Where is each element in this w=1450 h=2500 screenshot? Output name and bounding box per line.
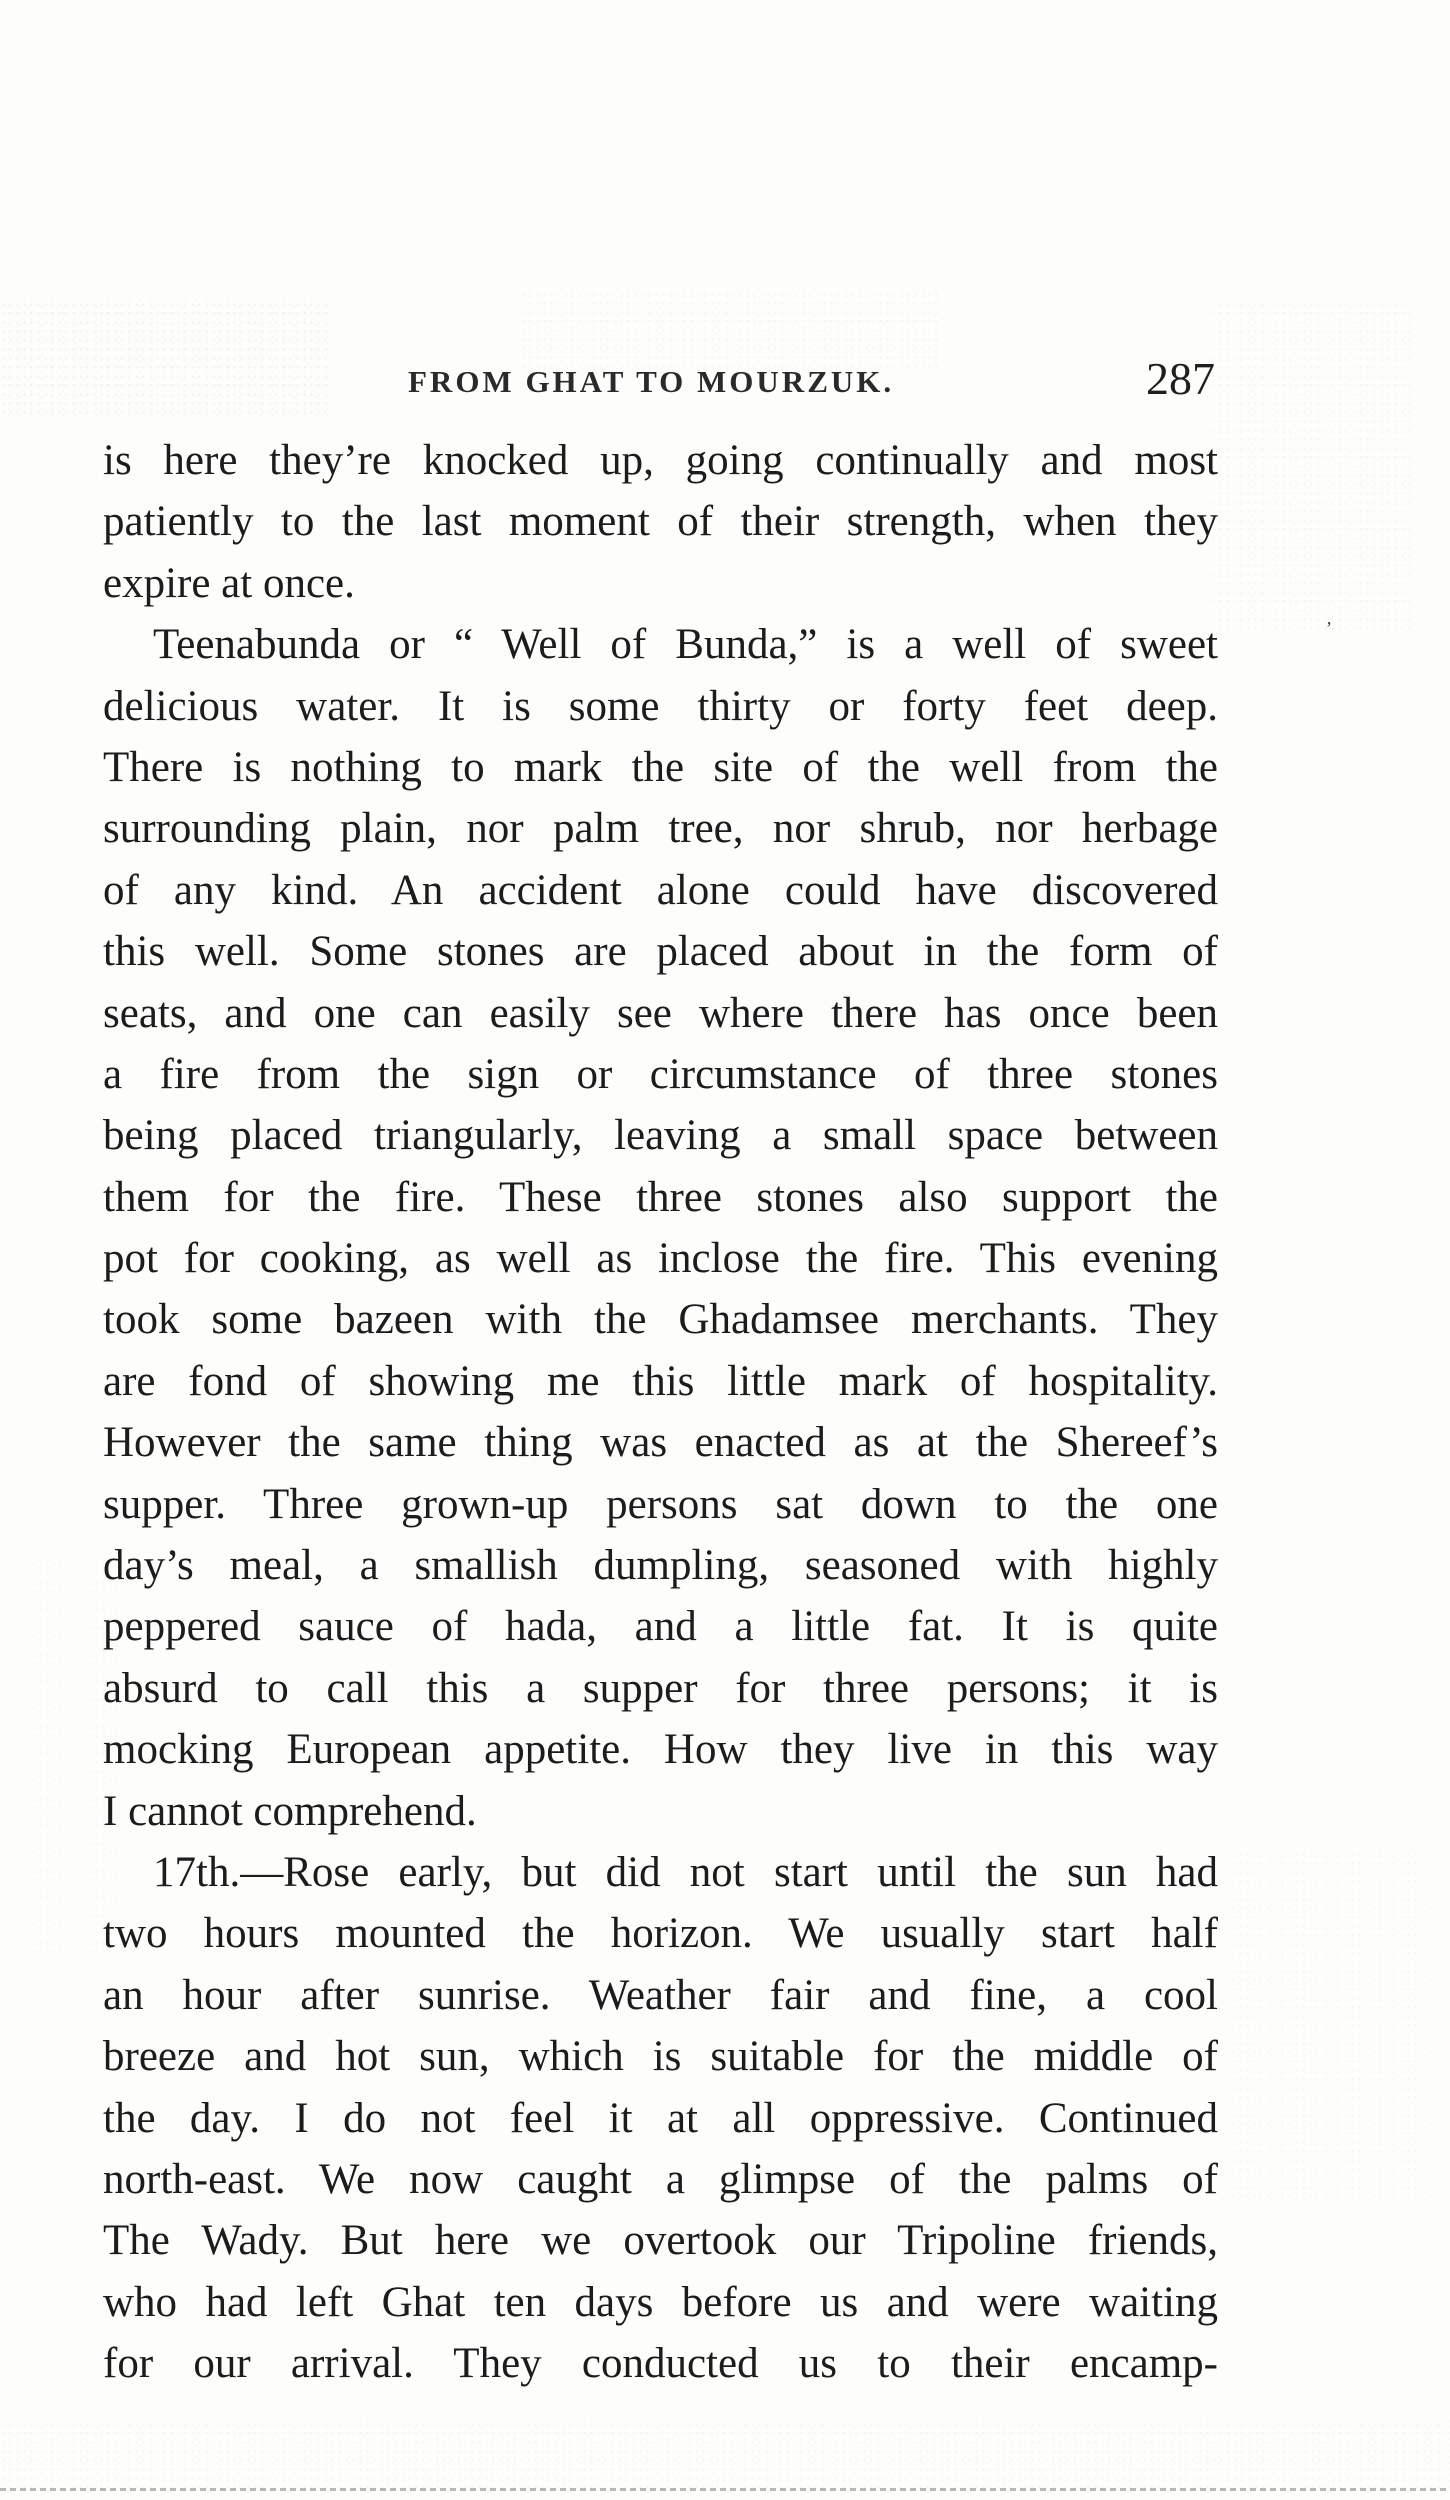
text-line: patiently to the last moment of their strength, when they	[103, 498, 1218, 546]
text-line: who had left Ghat ten days before us and were waiting	[103, 2278, 1218, 2326]
text-line: is here they’re knocked up, going continually and most	[103, 437, 1218, 484]
text-line: are fond of showing me this little mark of hospitality.	[103, 1357, 1218, 1405]
text-line: 17th.—Rose early, but did not start until the sun had	[153, 1848, 1218, 1896]
text-line: The Wady. But here we overtook our Tripoline friends,	[103, 2217, 1218, 2265]
text-line: of any kind. An accident alone could have discovered	[103, 866, 1218, 914]
text-line: pot for cooking, as well as inclose the fire. This evening	[103, 1235, 1218, 1283]
text-line: expire at once.	[103, 559, 355, 607]
text-line: surrounding plain, nor palm tree, nor shrub, nor herbage	[103, 805, 1218, 853]
text-line: delicious water. It is some thirty or forty feet deep.	[103, 682, 1218, 730]
scan-noise-right-margin	[1230, 1850, 1430, 2200]
text-line: a fire from the sign or circumstance of three stones	[103, 1050, 1218, 1098]
running-head	[105, 352, 1215, 412]
text-line: being placed triangularly, leaving a small space between	[103, 1112, 1218, 1160]
text-line: took some bazeen with the Ghadamsee merchants. They	[103, 1296, 1218, 1344]
stray-ink-mark: ‚	[1326, 608, 1332, 628]
scan-noise-bottom	[0, 2420, 1450, 2490]
text-line: two hours mounted the horizon. We usually start half	[103, 1910, 1218, 1958]
text-line: supper. Three grown-up persons sat down to the one	[103, 1480, 1218, 1528]
text-line: for our arrival. They conducted us to their encamp-	[103, 2340, 1218, 2388]
text-line: I cannot comprehend.	[103, 1787, 477, 1835]
text-line: the day. I do not feel it at all oppressive. Continued	[103, 2094, 1218, 2142]
body-text	[103, 430, 1218, 2395]
text-line: Teenabunda or “ Well of Bunda,” is a well of sweet	[153, 621, 1218, 669]
text-line: north-east. We now caught a glimpse of the palms of	[103, 2155, 1218, 2203]
text-line: this well. Some stones are placed about in the form of	[103, 928, 1218, 976]
scan-noise-top-right	[1210, 300, 1410, 630]
text-line: day’s meal, a smallish dumpling, seasoned with highly	[103, 1542, 1218, 1590]
text-line: an hour after sunrise. Weather fair and fine, a cool	[103, 1971, 1218, 2019]
text-line: mocking European appetite. How they live in this way	[103, 1726, 1218, 1774]
page-bottom-edge	[0, 2488, 1450, 2491]
text-line: absurd to call this a supper for three persons; it is	[103, 1664, 1218, 1712]
text-line: breeze and hot sun, which is suitable for the middle of	[103, 2033, 1218, 2081]
text-line: peppered sauce of hada, and a little fat. It is quite	[103, 1603, 1218, 1651]
running-head-title: FROM GHAT TO MOURZUK.	[408, 364, 895, 399]
text-line: seats, and one can easily see where there has once been	[103, 989, 1218, 1037]
text-line: them for the fire. These three stones also support the	[103, 1173, 1218, 1221]
text-line: There is nothing to mark the site of the well from the	[103, 743, 1218, 791]
page-number: 287	[1146, 353, 1215, 404]
text-line: However the same thing was enacted as at the Shereef’s	[103, 1419, 1218, 1467]
